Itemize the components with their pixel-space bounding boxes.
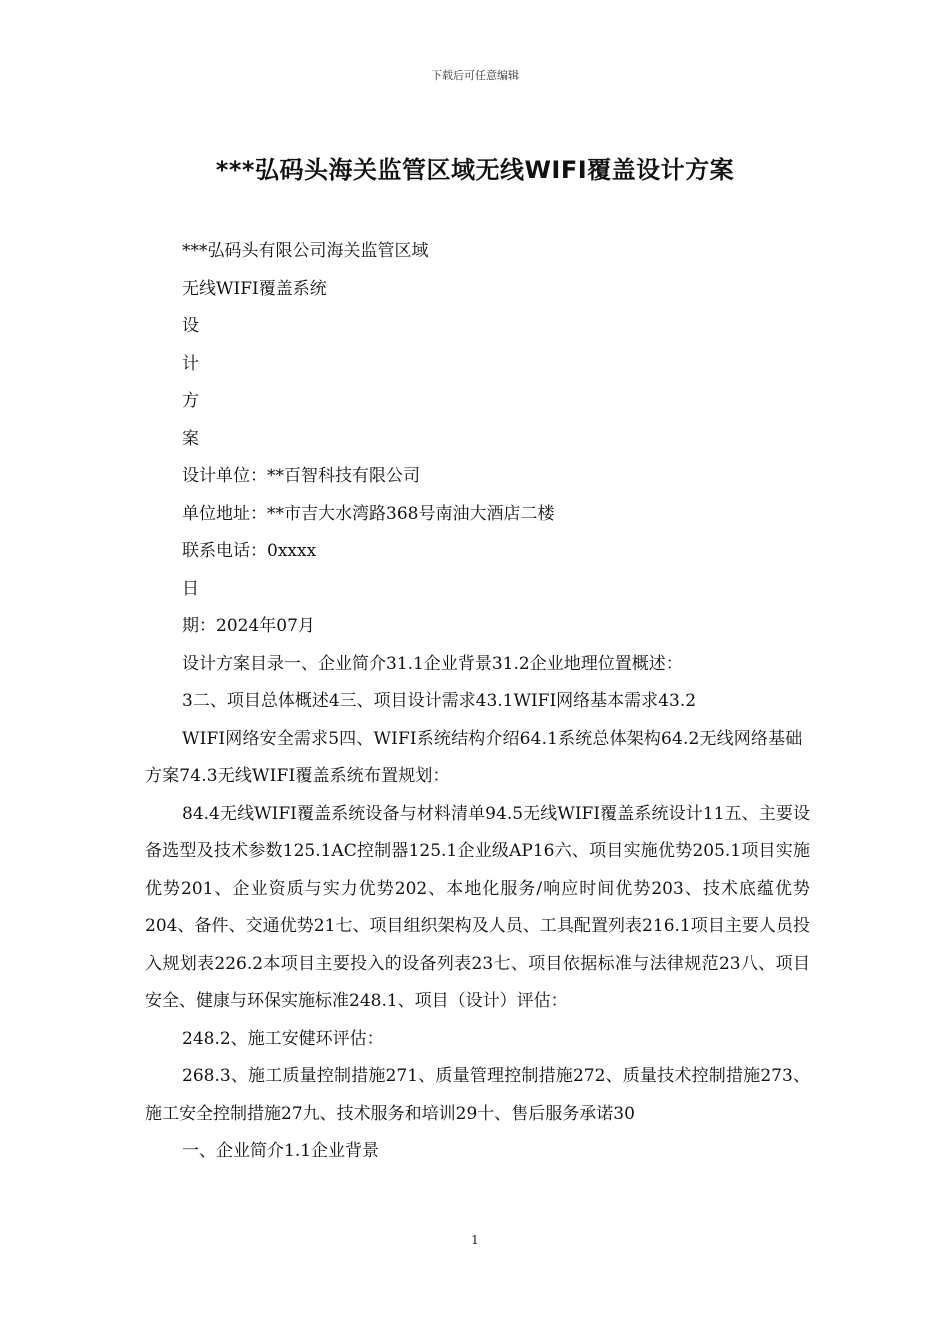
contact-phone-line: 联系电话：0xxxx: [182, 541, 317, 561]
date-char-line: 日: [182, 578, 199, 599]
toc-line-1: 设计方案目录一、企业简介31.1企业背景31.2企业地理位置概述：: [182, 653, 683, 674]
vertical-char-an: 案: [182, 428, 199, 449]
toc-line-2: 3二、项目总体概述4三、项目设计需求43.1WIFI网络基本需求43.2: [182, 691, 697, 711]
date-value-line: 期：2024年07月: [182, 616, 315, 636]
document-title: ***弘码头海关监管区域无线WIFI覆盖设计方案: [215, 156, 735, 184]
design-unit-line: 设计单位：**百智科技有限公司: [182, 466, 420, 486]
toc-paragraph-2: 84.4无线WIFI覆盖系统设备与材料清单94.5无线WIFI覆盖系统设计11五、主要设备选型及技术参数125.1AC控制器125.1企业级AP16六、项目实施优势205.1项目实施优势201、企业资质与实力优势202、本地化服务/响应时间优势203、技术底蕴优势204、备件、交通优势21七、项目组织架构及人员、工具配置列表216.1项目主要人员投入规划表226.2本项目主要投入的设备列表23七、项目依据标准与法律规范23八、项目安全、健康与环保实施标准248.1、项目（设计）评估：: [145, 803, 810, 1011]
unit-address-line: 单位地址：**市吉大水湾路368号南油大酒店二楼: [182, 503, 555, 524]
system-line: 无线WIFI覆盖系统: [182, 278, 327, 299]
page-number: 1: [471, 1233, 479, 1247]
toc-paragraph-3: 248.2、施工安健环评估：: [182, 1028, 384, 1049]
vertical-char-ji: 计: [182, 353, 199, 374]
vertical-char-fang: 方: [182, 391, 199, 411]
toc-paragraph-4: 268.3、施工质量控制措施271、质量管理控制措施272、质量技术控制措施273、施工安全控制措施27九、技术服务和培训29十、售后服务承诺30: [145, 1066, 810, 1124]
section-heading-intro: 一、企业简介1.1企业背景: [182, 1141, 380, 1161]
toc-paragraph-1: WIFI网络安全需求5四、WIFI系统结构介绍64.1系统总体架构64.2无线网络基础方案74.3无线WIFI覆盖系统布置规划：: [145, 728, 803, 786]
document-body: [145, 233, 810, 1171]
company-line: ***弘码头有限公司海关监管区域: [182, 241, 429, 261]
page-header-note: 下载后可任意编辑: [431, 69, 519, 82]
vertical-char-she: 设: [182, 316, 199, 336]
